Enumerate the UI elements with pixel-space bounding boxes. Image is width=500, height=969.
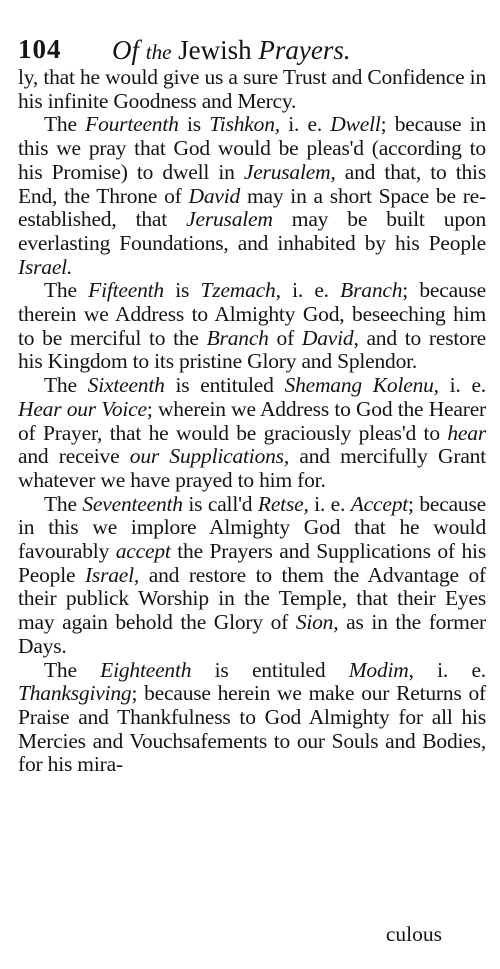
italic-text: hear	[447, 420, 486, 445]
text-run: is	[178, 112, 210, 137]
running-head-prayers: Prayers.	[258, 35, 351, 65]
text-run: The	[44, 112, 86, 137]
text-run: The	[44, 278, 89, 303]
text-run: and mercifully Grant whatever we have prayed to him for.	[18, 444, 486, 492]
italic-text: Seventeenth	[82, 491, 183, 516]
page-number: 104	[18, 34, 62, 64]
text-run: i. e.	[308, 491, 351, 516]
italic-text: Eighteenth	[100, 657, 192, 682]
italic-text: David	[188, 183, 241, 208]
paragraph	[18, 66, 486, 113]
text-run: ; because herein we make our Returns of Praise and Thankfulness to God Almighty for all his Mercies and Vouchsafements to our Souls and Bodies, for his mira-	[18, 681, 486, 777]
text-run: ; because in this we implore Almighty God that he would favourably	[18, 491, 486, 564]
italic-text: Dwell	[330, 112, 381, 137]
italic-text: Branch	[340, 278, 403, 303]
italic-text: Tzemach,	[200, 278, 281, 303]
paragraph	[18, 279, 486, 374]
text-run: ; because in this we pray that God would be pleas'd (according to his Promise) to dwell in	[18, 112, 486, 184]
italic-text: Sixteenth	[87, 373, 165, 398]
body-text	[18, 66, 486, 777]
italic-text: Jerusalem	[186, 207, 273, 232]
text-run: the Prayers and Supplications of his People	[18, 539, 486, 587]
text-run: , i. e.	[408, 657, 486, 682]
text-run: is entituled	[164, 373, 285, 398]
catchword: culous	[385, 922, 442, 946]
italic-text: David,	[301, 325, 359, 350]
text-run: as in the former Days.	[18, 610, 486, 658]
paragraph	[18, 374, 486, 493]
italic-text: Branch	[206, 325, 269, 350]
text-run: i. e.	[279, 112, 331, 137]
paragraph	[18, 659, 486, 778]
italic-text: our Supplications,	[129, 444, 290, 469]
text-run: and to restore his Kingdom to its pristine Glory and Splendor.	[18, 325, 486, 374]
italic-text: Hear our Voice	[18, 396, 147, 421]
running-head	[112, 35, 351, 66]
text-run: ly, that he would give us a sure Trust and Confidence in his infinite Goodness and Mercy.	[18, 65, 486, 113]
italic-text: Israel,	[84, 562, 140, 587]
italic-text: Israel.	[18, 254, 73, 279]
italic-text: Tishkon,	[209, 112, 280, 137]
text-run: i. e.	[438, 373, 486, 398]
text-run: may in a short Space be re-established, that	[18, 183, 486, 232]
italic-text: accept	[115, 539, 171, 564]
text-run: is call'd	[182, 491, 258, 516]
text-run: The	[44, 657, 101, 682]
italic-text: Accept	[350, 491, 409, 516]
text-run: of	[268, 325, 302, 350]
paragraph	[18, 493, 486, 659]
text-run: is	[163, 278, 201, 303]
text-run: is entituled	[191, 657, 349, 682]
text-run: and that, to this End, the Throne of	[18, 159, 486, 208]
text-run: ; because therein we Address to Almighty God, beseeching him to be merciful to the	[18, 278, 486, 350]
italic-text: Sion,	[295, 610, 339, 635]
text-run: and receive	[18, 444, 130, 469]
paragraph	[18, 113, 486, 279]
running-head-the: the	[145, 40, 172, 64]
text-run: and restore to them the Advantage of their publick Worship in the Temple, that their Eyes may again behold the Glory of	[18, 562, 486, 635]
italic-text: Modim	[348, 657, 409, 682]
running-head-jewish: Jewish	[171, 35, 259, 65]
italic-text: Thanksgiving	[18, 681, 132, 706]
page-header	[18, 30, 488, 70]
text-run: may be built upon everlasting Foundations, and inhabited by his People	[18, 207, 486, 255]
italic-text: Shemang Kolenu,	[284, 373, 439, 398]
italic-text: Fourteenth	[85, 112, 179, 137]
italic-text: Retse,	[257, 491, 309, 516]
text-run: i. e.	[280, 278, 341, 303]
italic-text: Fifteenth	[88, 278, 164, 303]
italic-text: Jerusalem,	[243, 159, 336, 184]
text-run: The	[44, 373, 88, 398]
text-run: ; wherein we Address to God the Hearer of Prayer, that he would be graciously pleas'd to	[18, 396, 486, 445]
running-head-of: Of	[112, 35, 146, 65]
text-run: The	[44, 491, 83, 516]
